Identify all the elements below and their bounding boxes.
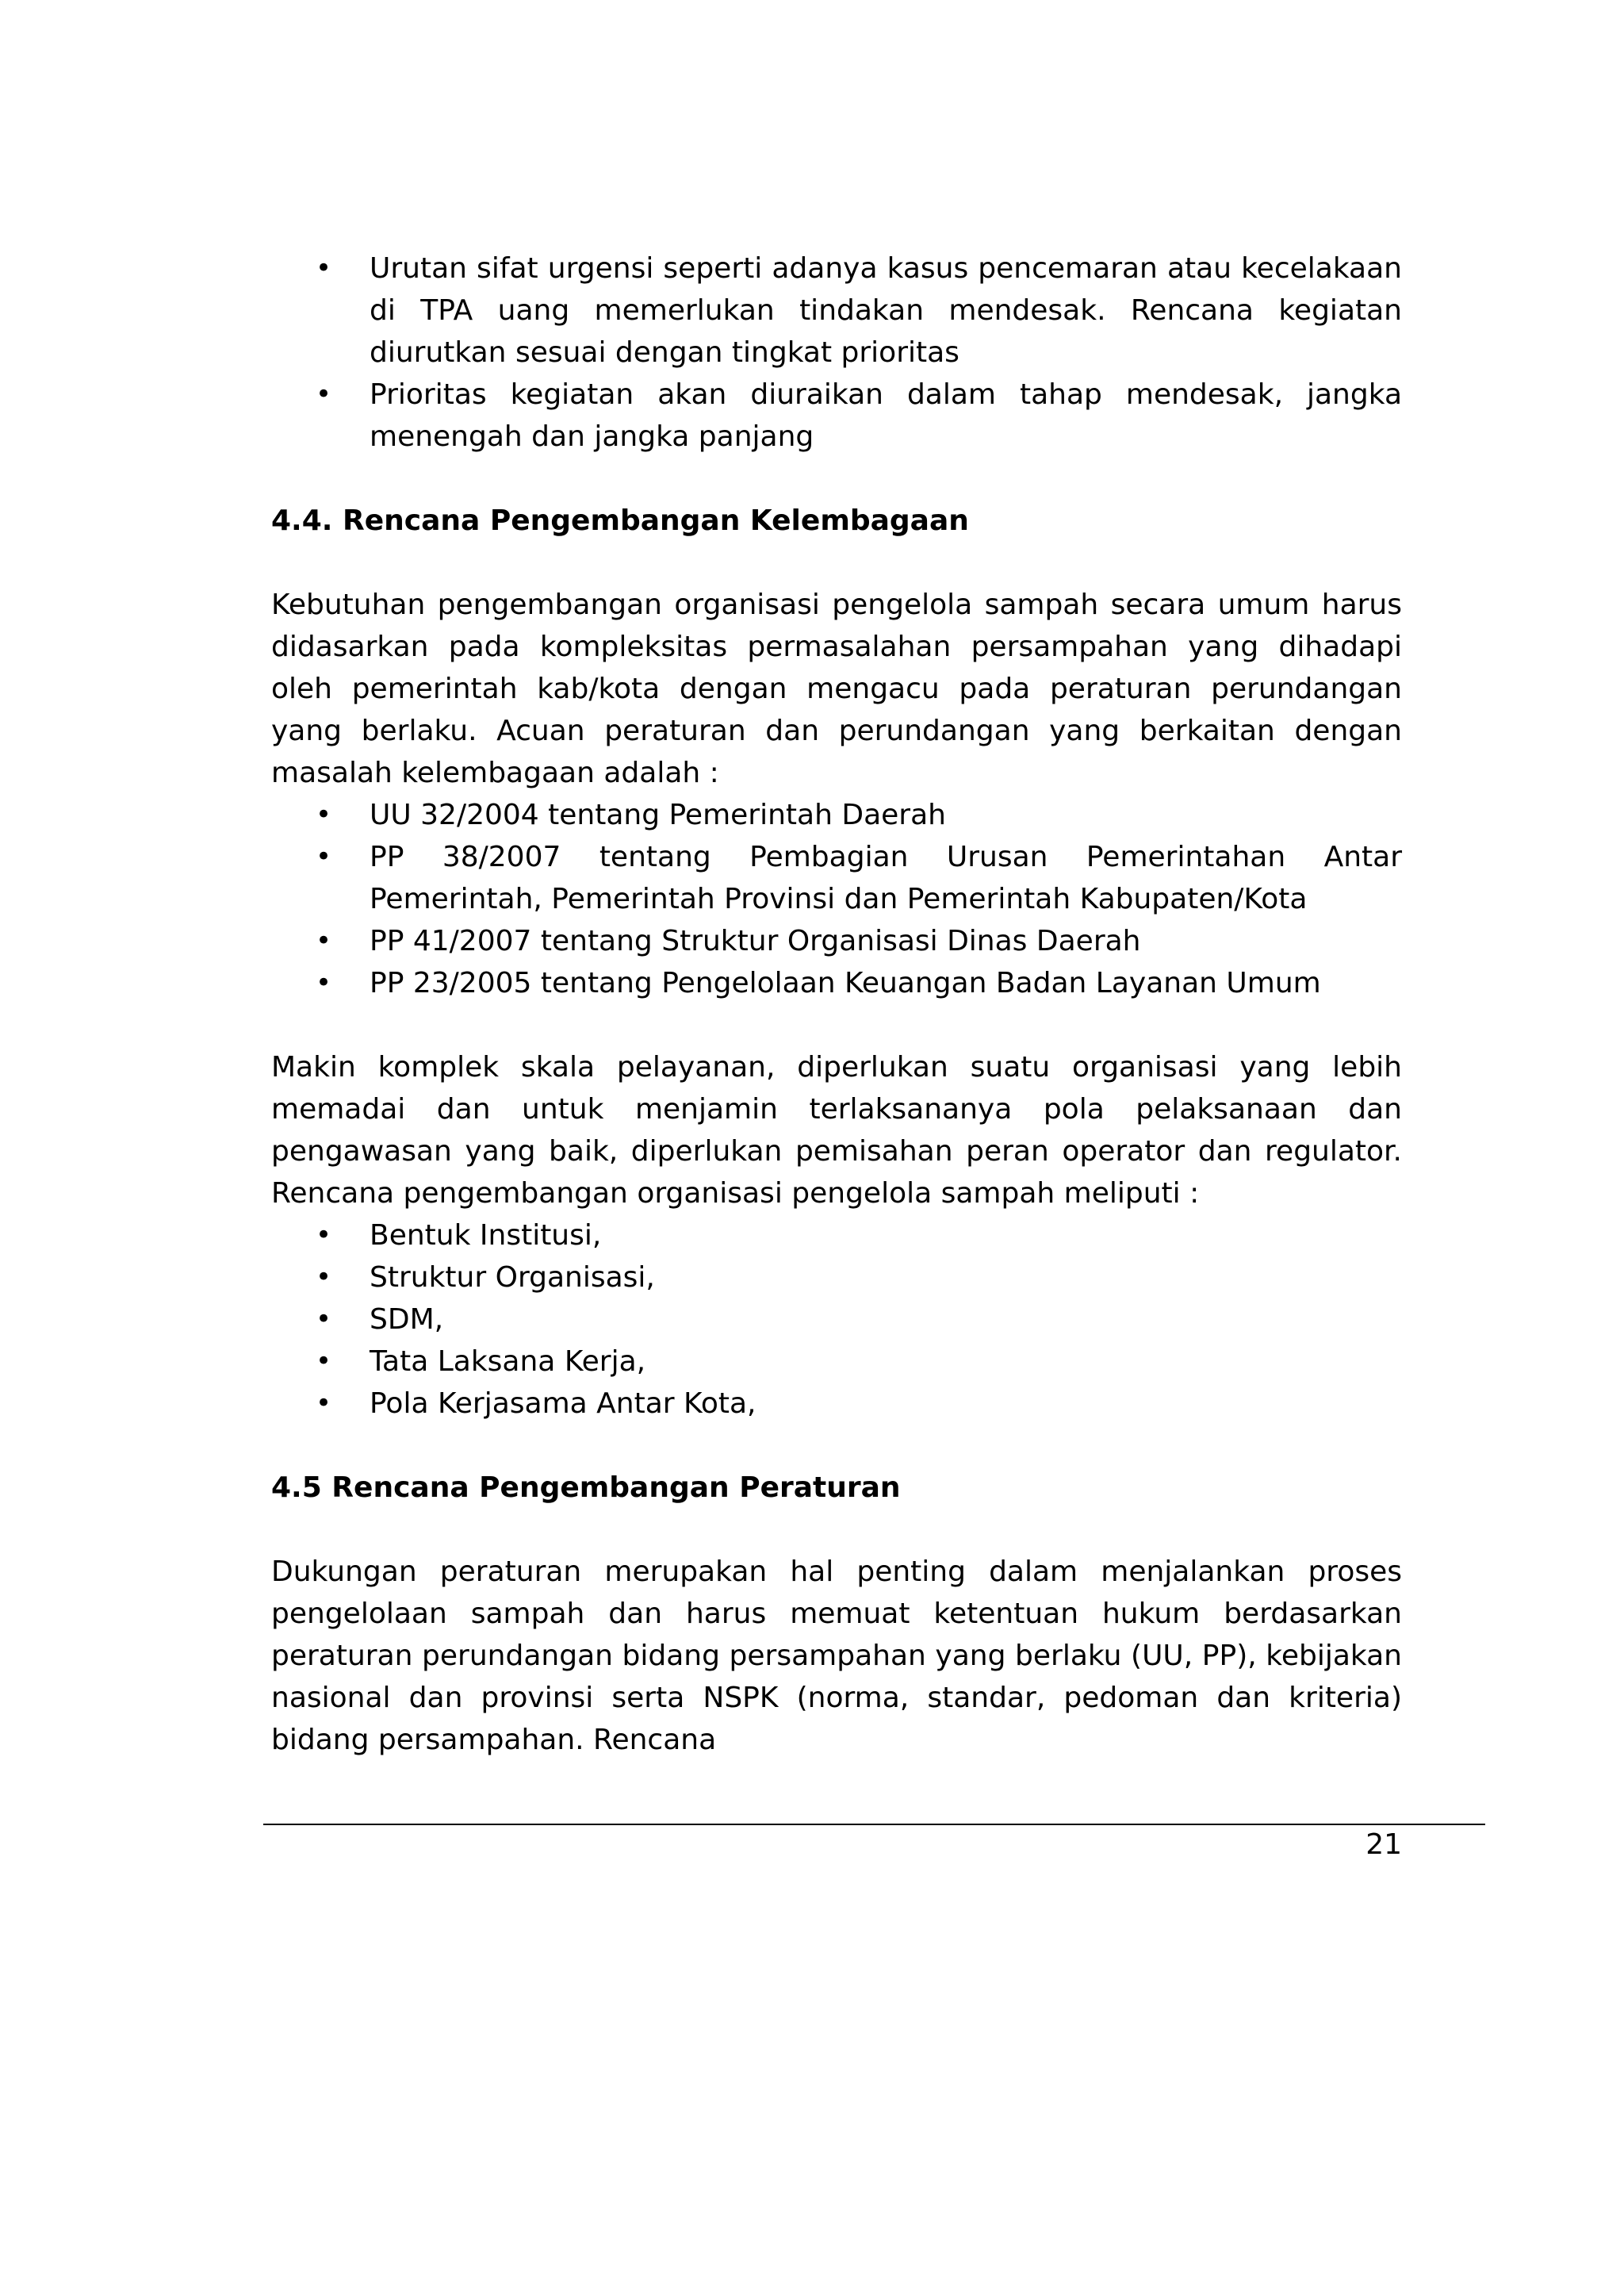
list-item [316,1214,1402,1256]
bullet-icon: • [316,841,332,873]
list-item [316,836,1402,920]
list-item-text: Urutan sifat urgensi seperti adanya kasus pencemaran atau kecelakaan di TPA uang memerlukan tindakan mendesak. Rencana kegiatan diurutkan sesuai dengan tingkat prioritas [370,252,1402,369]
plan-list [271,1214,1402,1425]
list-item-text: PP 38/2007 tentang Pembagian Urusan Pemerintahan Antar Pemerintah, Pemerintah Provinsi dan Pemerintah Kabupaten/Kota [370,841,1402,915]
list-item [316,1383,1402,1425]
bullet-icon: • [316,925,332,957]
list-item [316,1341,1402,1383]
bullet-icon: • [316,378,332,410]
paragraph: Dukungan peraturan merupakan hal penting dalam menjalankan proses pengelolaan sampah dan harus memuat ketentuan hukum berdasarkan peraturan perundangan bidang persampahan yang berlaku (UU, PP), kebijakan nasional dan provinsi serta NSPK (norma, standar, pedoman dan kriteria) bidang persampahan. Rencana [271,1555,1402,1756]
list-item [316,962,1402,1004]
list-item-text: UU 32/2004 tentang Pemerintah Daerah [370,799,946,831]
list-item-text: Prioritas kegiatan akan diuraikan dalam tahap mendesak, jangka menengah dan jangka panjang [370,378,1402,453]
page-number: 21 [1365,1828,1402,1861]
bullet-icon: • [316,1219,332,1251]
bullet-icon: • [316,1261,332,1293]
list-item [316,1298,1402,1341]
list-item-text: PP 41/2007 tentang Struktur Organisasi Dinas Daerah [370,925,1141,957]
list-item-text: Tata Laksana Kerja, [370,1345,646,1378]
list-item-text: Bentuk Institusi, [370,1219,602,1252]
list-item-text: SDM, [370,1303,444,1336]
bullet-icon: • [316,1345,332,1377]
paragraph: Makin komplek skala pelayanan, diperlukan suatu organisasi yang lebih memadai dan untuk menjamin terlaksananya pola pelaksanaan dan pengawasan yang baik, diperlukan pemisahan peran operator dan regulator. Rencana pengembangan organisasi pengelola sampah meliputi : [271,1051,1402,1210]
list-item-text: Struktur Organisasi, [370,1261,655,1294]
page-content [271,247,1402,1761]
top-bullet-list [271,247,1402,458]
bullet-icon: • [316,1303,332,1335]
list-item-text: Pola Kerjasama Antar Kota, [370,1387,756,1420]
list-item [316,374,1402,458]
list-item [316,247,1402,374]
section-heading-4-5: 4.5 Rencana Pengembangan Peraturan [271,1471,901,1504]
section-heading-4-4: 4.4. Rencana Pengembangan Kelembagaan [271,504,969,537]
regulation-list [271,794,1402,1004]
list-item-text: PP 23/2005 tentang Pengelolaan Keuangan Badan Layanan Umum [370,967,1321,999]
bullet-icon: • [316,1387,332,1419]
bullet-icon: • [316,799,332,830]
bullet-icon: • [316,967,332,999]
list-item [316,1256,1402,1298]
list-item [316,920,1402,962]
footer-divider [263,1824,1485,1825]
list-item [316,794,1402,836]
bullet-icon: • [316,252,332,284]
paragraph: Kebutuhan pengembangan organisasi pengelola sampah secara umum harus didasarkan pada kompleksitas permasalahan persampahan yang dihadapi oleh pemerintah kab/kota dengan mengacu pada peraturan perundangan yang berlaku. Acuan peraturan dan perundangan yang berkaitan dengan masalah kelembagaan adalah : [271,589,1402,789]
